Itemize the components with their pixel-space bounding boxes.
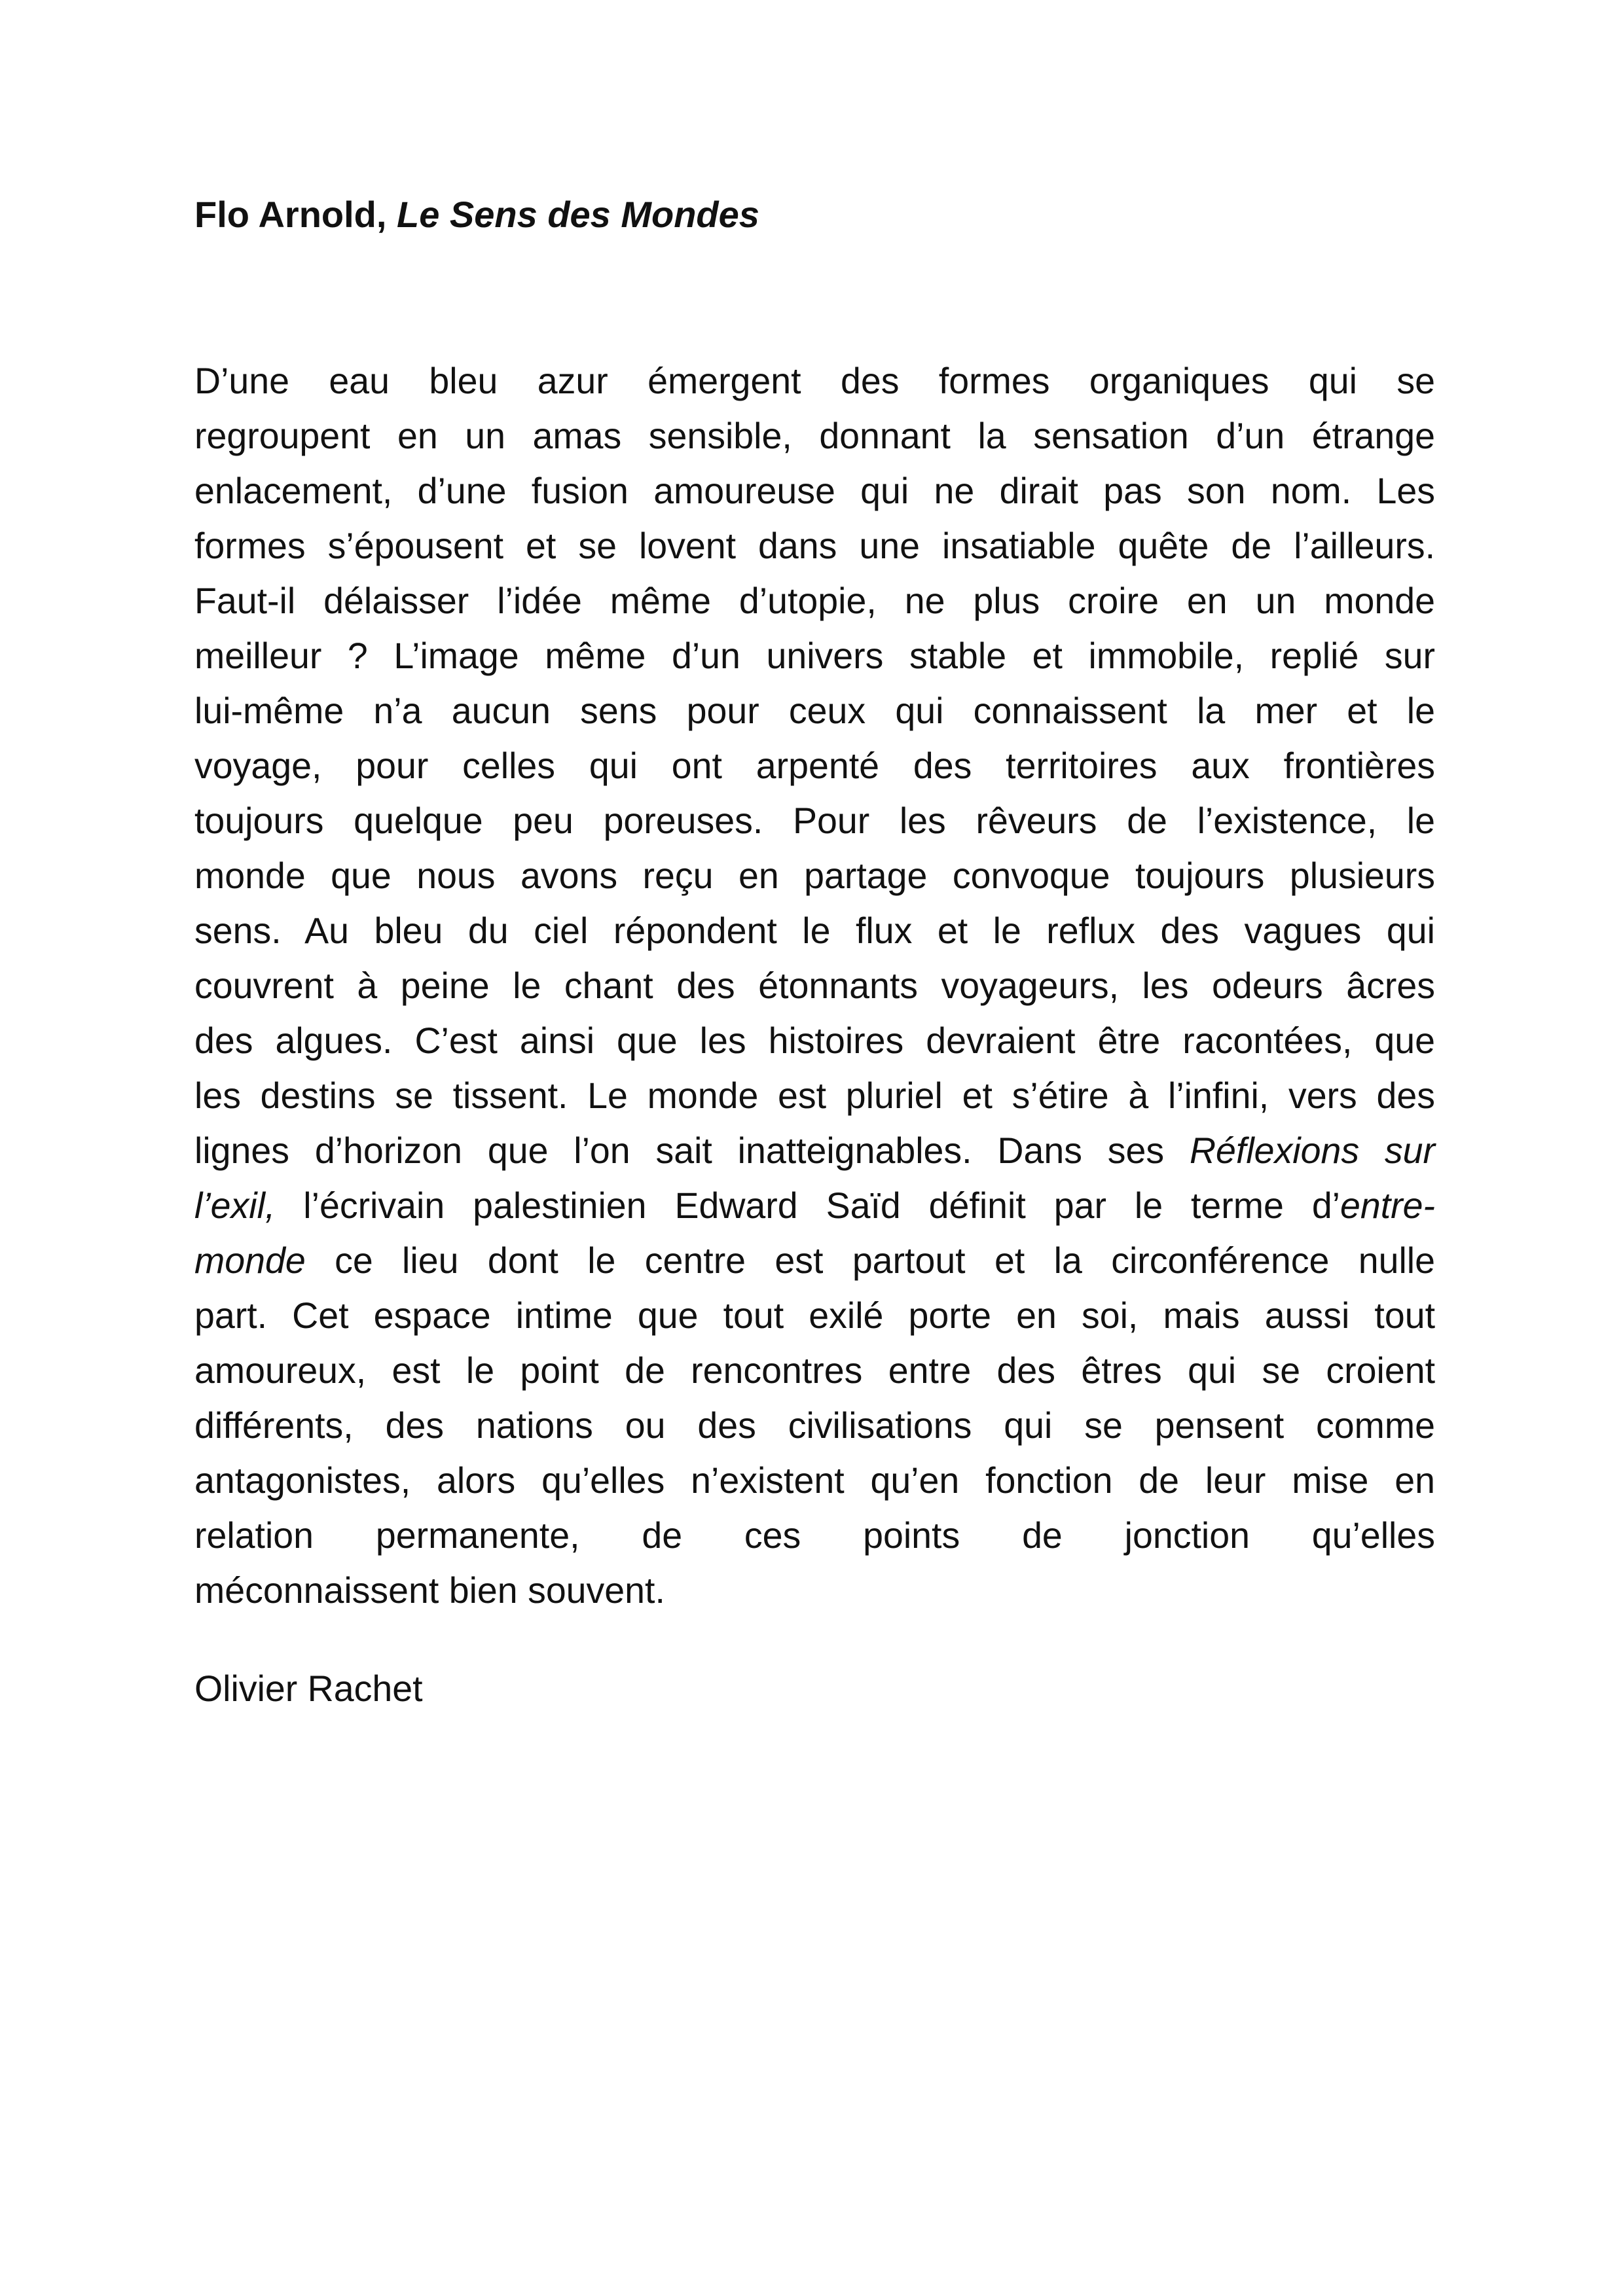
paragraph-line: part. Cet espace intime que tout exilé porte en soi, mais aussi tout [194, 1295, 1435, 1336]
paragraph-line: les destins se tissent. Le monde est pluriel et s’étire à l’infini, vers des [194, 1075, 1435, 1116]
document-title [194, 183, 759, 246]
italic-book-title: l’exil, [194, 1185, 276, 1226]
paragraph-line: meilleur ? L’image même d’un univers stable et immobile, replié sur [194, 636, 1435, 676]
paragraph-line: toujours quelque peu poreuses. Pour les rêveurs de l’existence, le [194, 800, 1435, 841]
paragraph-line: regroupent en un amas sensible, donnant la sensation d’un étrange [194, 416, 1435, 456]
paragraph-line: couvrent à peine le chant des étonnants voyageurs, les odeurs âcres [194, 965, 1435, 1006]
author-signature: Olivier Rachet [194, 1668, 423, 1709]
italic-book-title: Réflexions sur [1189, 1130, 1435, 1171]
paragraph-line [194, 1178, 1435, 1233]
title-author: Flo Arnold, [194, 194, 387, 235]
paragraph-line: sens. Au bleu du ciel répondent le flux et le reflux des vagues qui [194, 910, 1435, 951]
paragraph-line: formes s’épousent et se lovent dans une insatiable quête de l’ailleurs. [194, 526, 1435, 566]
paragraph-line: monde que nous avons reçu en partage convoque toujours plusieurs [194, 855, 1435, 896]
paragraph-line: enlacement, d’une fusion amoureuse qui ne dirait pas son nom. Les [194, 471, 1435, 511]
title-work: Le Sens des Mondes [397, 194, 759, 235]
paragraph-line [194, 1233, 1435, 1288]
paragraph-line: voyage, pour celles qui ont arpenté des territoires aux frontières [194, 745, 1435, 786]
paragraph-line: D’une eau bleu azur émergent des formes organiques qui se [194, 361, 1435, 401]
paragraph-line: des algues. C’est ainsi que les histoires devraient être racontées, que [194, 1020, 1435, 1061]
body-paragraph [194, 353, 1435, 1618]
italic-term: monde [194, 1240, 306, 1281]
paragraph-line: différents, des nations ou des civilisations qui se pensent comme [194, 1405, 1435, 1446]
paragraph-line [194, 1123, 1435, 1178]
line-text: lignes d’horizon que l’on sait inatteignables. Dans ses [194, 1130, 1190, 1171]
paragraph-line: Faut-il délaisser l’idée même d’utopie, ne plus croire en un monde [194, 581, 1435, 621]
line-text: l’écrivain palestinien Edward Saïd définit par le terme d’ [275, 1185, 1341, 1226]
paragraph-line: antagonistes, alors qu’elles n’existent qu’en fonction de leur mise en [194, 1460, 1435, 1501]
paragraph-line: méconnaissent bien souvent. [194, 1570, 665, 1611]
italic-term: entre- [1340, 1185, 1435, 1226]
line-text: ce lieu dont le centre est partout et la circonférence nulle [305, 1240, 1435, 1281]
paragraph-line: lui-même n’a aucun sens pour ceux qui connaissent la mer et le [194, 691, 1435, 731]
paragraph-line: relation permanente, de ces points de jonction qu’elles [194, 1515, 1435, 1556]
paragraph-line: amoureux, est le point de rencontres entre des êtres qui se croient [194, 1350, 1435, 1391]
